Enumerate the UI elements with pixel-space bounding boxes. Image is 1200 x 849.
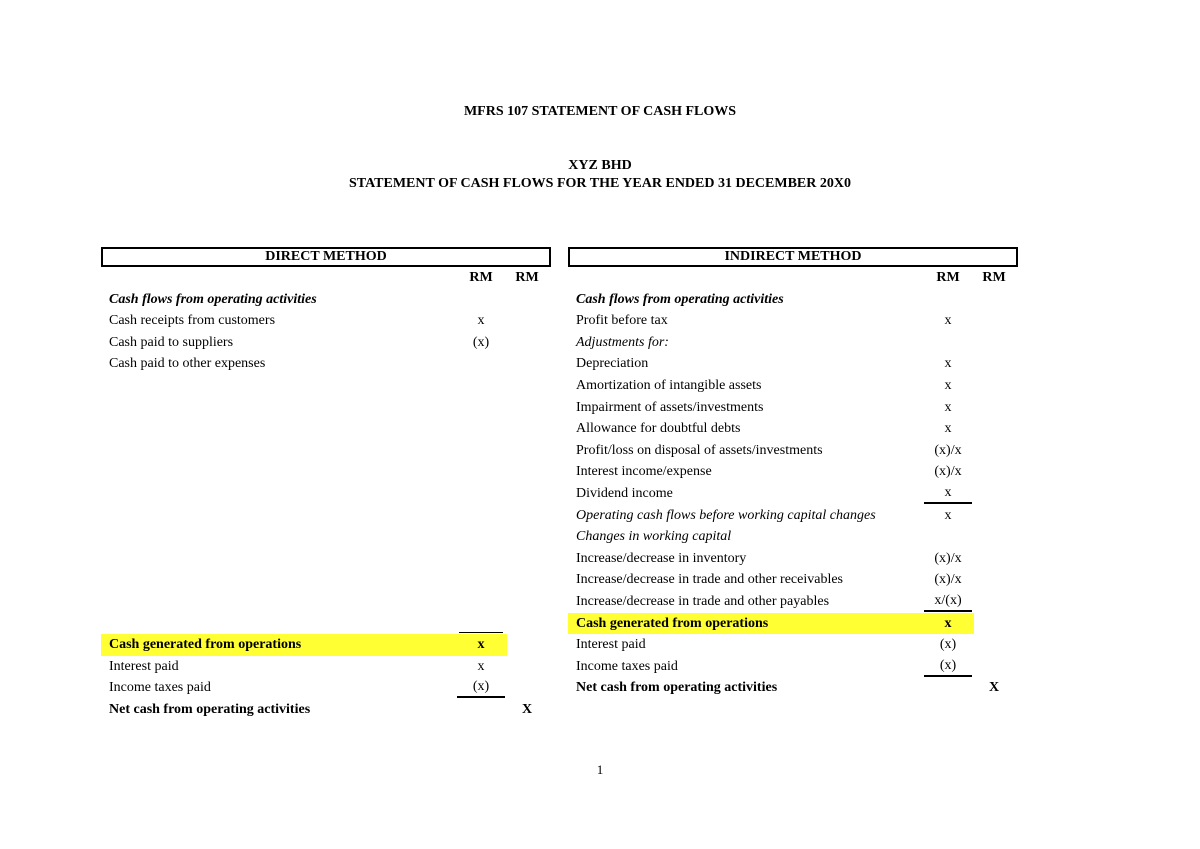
spacer-row xyxy=(101,440,551,462)
line-item-row xyxy=(568,656,1018,678)
line-item-label: Dividend income xyxy=(576,485,673,501)
line-item-label: Depreciation xyxy=(576,356,649,372)
line-item-value: x xyxy=(477,313,485,329)
line-item-label: Cash paid to other expenses xyxy=(109,356,266,372)
total-value: X xyxy=(988,680,1000,696)
line-item-row xyxy=(568,569,1018,591)
line-item-row xyxy=(101,310,551,332)
line-item-label: Increase/decrease in trade and other payables xyxy=(576,593,830,609)
line-item-row xyxy=(568,483,1018,505)
spacer-row xyxy=(101,548,551,570)
subheading-row xyxy=(568,332,1018,354)
column-header-rm-2: RM xyxy=(515,270,539,285)
line-item-value: (x) xyxy=(472,334,490,350)
line-item-label: Income taxes paid xyxy=(576,658,678,674)
line-item-label: Amortization of intangible assets xyxy=(576,377,762,393)
line-item-row xyxy=(568,548,1018,570)
subtotal-rule xyxy=(459,632,503,633)
spacer-row xyxy=(101,526,551,548)
section-heading: Cash flows from operating activities xyxy=(109,291,317,307)
line-item-label: Cash generated from operations xyxy=(109,637,302,653)
line-item-label: Net cash from operating activities xyxy=(576,680,778,696)
line-item-value: x xyxy=(944,615,952,631)
line-item-value: (x)/x xyxy=(934,442,962,458)
line-item-row xyxy=(101,353,551,375)
direct-method-heading: DIRECT METHOD xyxy=(101,247,551,267)
subheading-row xyxy=(568,526,1018,548)
line-item-row xyxy=(568,634,1018,656)
line-item-value: (x) xyxy=(939,637,957,653)
working-capital-subheading: Changes in working capital xyxy=(576,529,732,545)
spacer-row xyxy=(101,483,551,505)
line-item-row xyxy=(568,353,1018,375)
line-item-label: Increase/decrease in trade and other receivables xyxy=(576,572,844,588)
spacer-row xyxy=(101,418,551,440)
line-item-label: Income taxes paid xyxy=(109,680,211,696)
indirect-method-heading: INDIRECT METHOD xyxy=(568,247,1018,267)
column-header-rm-1: RM xyxy=(469,270,493,285)
spacer-row xyxy=(101,505,551,527)
document-title: MFRS 107 STATEMENT OF CASH FLOWS xyxy=(463,104,737,119)
page-number: 1 xyxy=(596,762,604,777)
line-item-row xyxy=(568,310,1018,332)
line-item-value: x xyxy=(944,377,952,393)
line-item-row xyxy=(568,591,1018,613)
line-item-label: Impairment of assets/investments xyxy=(576,399,764,415)
line-item-label: Increase/decrease in inventory xyxy=(576,550,747,566)
column-header-rm-2: RM xyxy=(982,270,1006,285)
line-item-row xyxy=(568,505,1018,527)
line-item-label: Profit/loss on disposal of assets/investments xyxy=(576,442,823,458)
adjustments-subheading: Adjustments for: xyxy=(576,334,669,350)
line-item-row xyxy=(101,332,551,354)
line-item-value: (x)/x xyxy=(934,464,962,480)
spacer-row xyxy=(101,569,551,591)
line-item-row xyxy=(101,677,551,699)
line-item-row xyxy=(101,656,551,678)
line-item-value: x xyxy=(924,483,972,504)
line-item-label: Interest paid xyxy=(576,637,646,653)
section-heading-row xyxy=(568,289,1018,311)
line-item-row xyxy=(568,461,1018,483)
spacer-row xyxy=(101,397,551,419)
line-item-label: Operating cash flows before working capital changes xyxy=(576,507,876,523)
column-header-row xyxy=(568,267,1018,289)
spacer-row xyxy=(101,613,551,635)
section-heading: Cash flows from operating activities xyxy=(576,291,784,307)
line-item-row xyxy=(568,440,1018,462)
line-item-label: Cash receipts from customers xyxy=(109,313,276,329)
statement-title: STATEMENT OF CASH FLOWS FOR THE YEAR ENDED 31 DECEMBER 20X0 xyxy=(349,176,851,191)
spacer-row xyxy=(101,461,551,483)
line-item-value: (x)/x xyxy=(934,572,962,588)
line-item-value: x xyxy=(477,637,485,653)
total-row xyxy=(101,699,551,721)
spacer-row xyxy=(101,375,551,397)
spacer-row xyxy=(101,591,551,613)
line-item-label: Profit before tax xyxy=(576,313,668,329)
column-header-rm-1: RM xyxy=(936,270,960,285)
line-item-value: (x) xyxy=(924,656,972,677)
line-item-label: Net cash from operating activities xyxy=(109,701,311,717)
total-row xyxy=(568,677,1018,699)
column-header-row xyxy=(101,267,551,289)
highlighted-subtotal-row xyxy=(568,613,1018,635)
line-item-value: x xyxy=(944,421,952,437)
total-value: X xyxy=(521,701,533,717)
line-item-label: Cash paid to suppliers xyxy=(109,334,234,350)
line-item-label: Interest paid xyxy=(109,658,179,674)
line-item-value: x xyxy=(944,356,952,372)
indirect-method-panel xyxy=(568,247,1018,699)
line-item-value: x xyxy=(944,399,952,415)
line-item-row xyxy=(568,397,1018,419)
line-item-value: x xyxy=(477,658,485,674)
line-item-label: Allowance for doubtful debts xyxy=(576,421,741,437)
direct-method-panel xyxy=(101,247,551,720)
line-item-value: (x)/x xyxy=(934,550,962,566)
line-item-row xyxy=(568,375,1018,397)
company-name: XYZ BHD xyxy=(568,158,632,173)
line-item-row xyxy=(568,418,1018,440)
line-item-value: (x) xyxy=(457,677,505,698)
line-item-label: Interest income/expense xyxy=(576,464,712,480)
section-heading-row xyxy=(101,289,551,311)
highlighted-subtotal-row xyxy=(101,634,551,656)
line-item-value: x xyxy=(944,313,952,329)
line-item-label: Cash generated from operations xyxy=(576,615,769,631)
line-item-value: x xyxy=(944,507,952,523)
line-item-value: x/(x) xyxy=(924,591,972,612)
